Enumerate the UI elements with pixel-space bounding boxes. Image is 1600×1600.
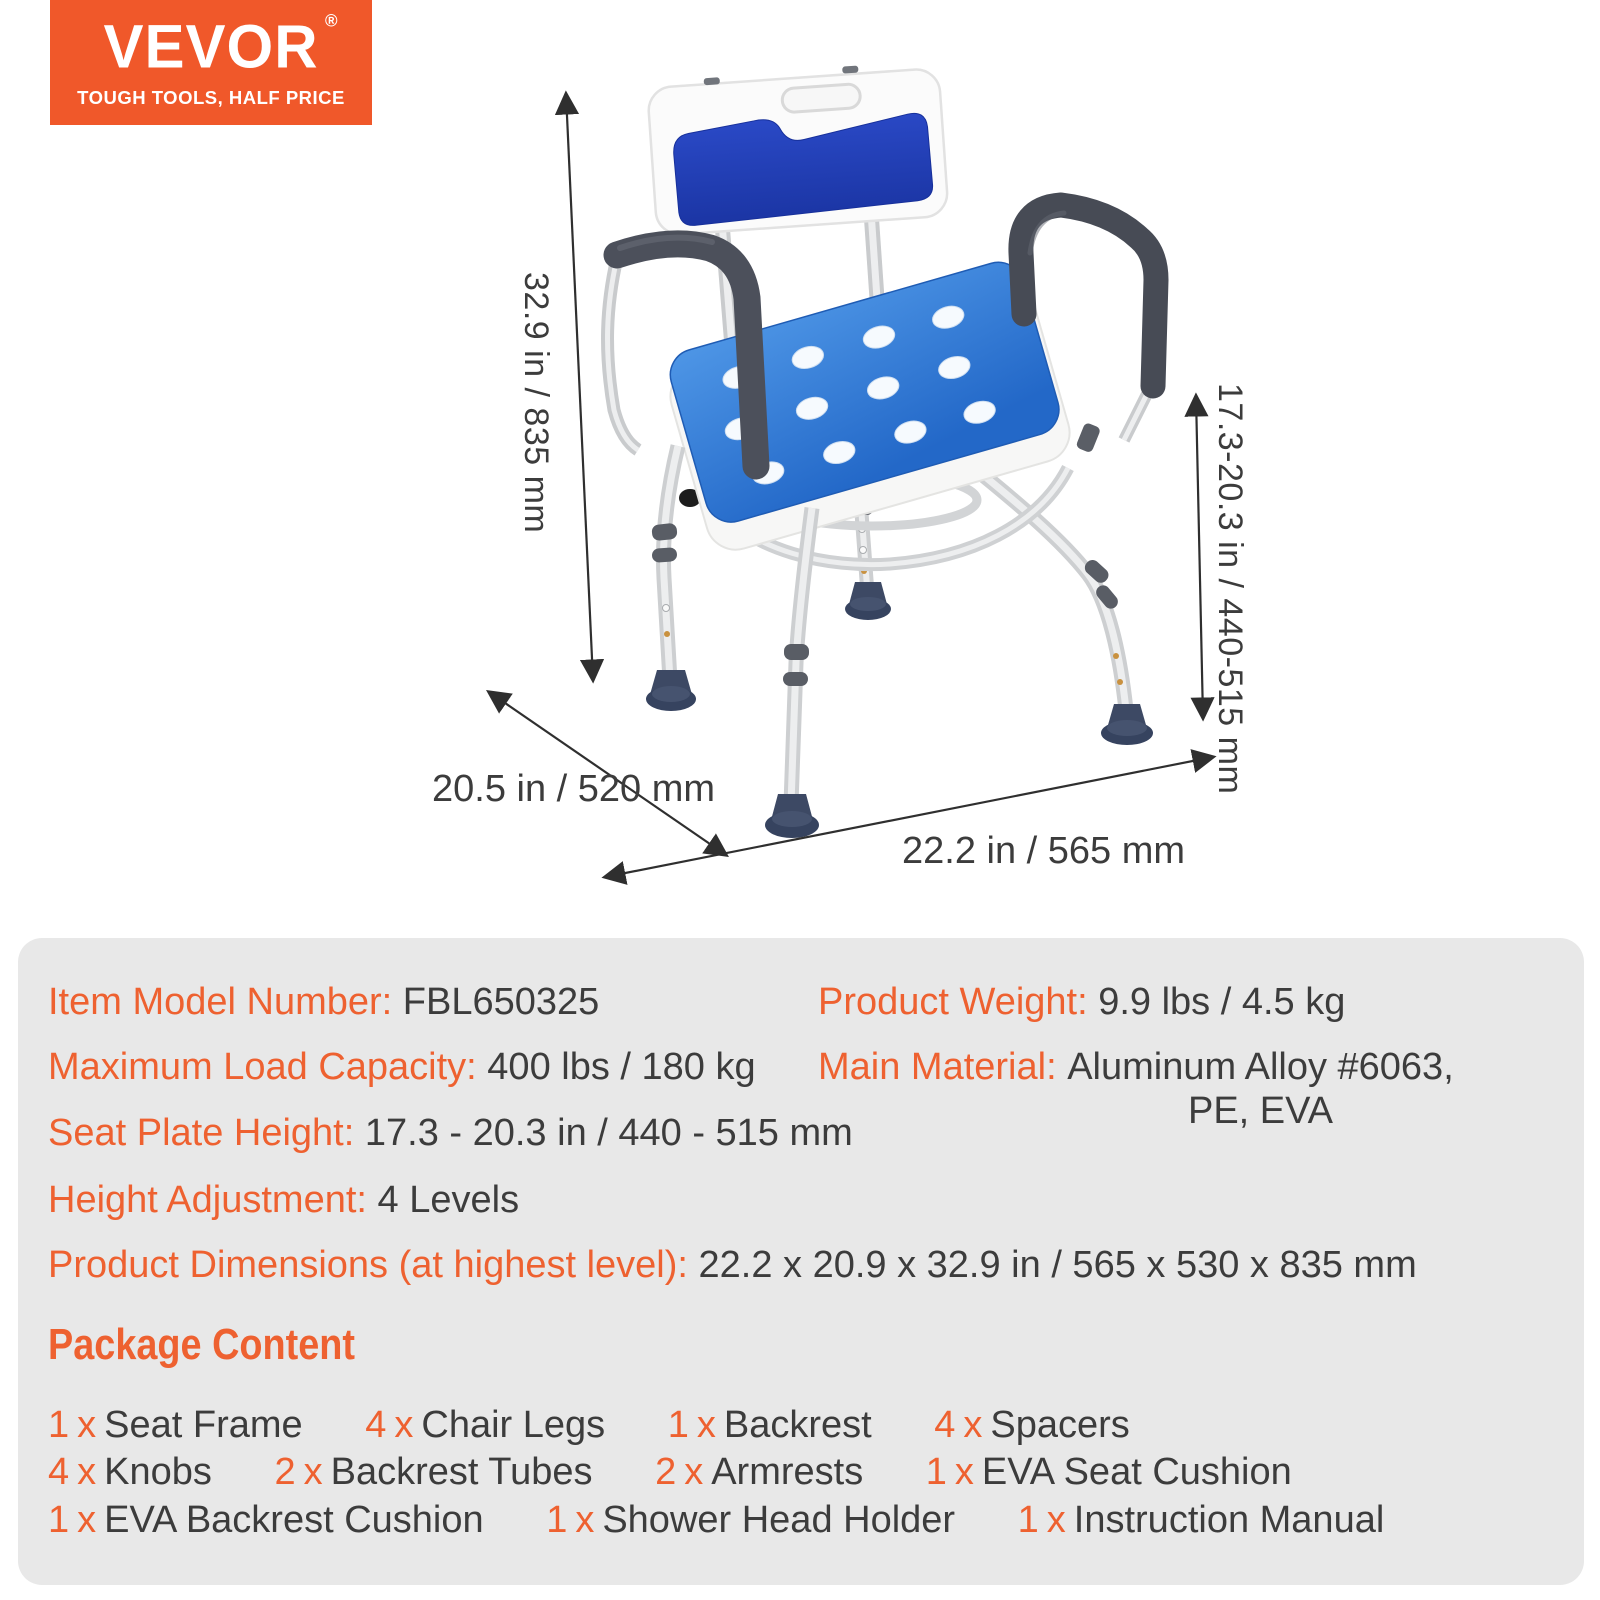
spec-label: Product Dimensions (at highest level):: [48, 1244, 688, 1286]
package-item: 1 x Instruction Manual: [1017, 1499, 1385, 1541]
package-item: 1 x EVA Backrest Cushion: [48, 1499, 484, 1541]
spec-label: Product Weight:: [818, 981, 1088, 1023]
package-content-heading: Package Content: [48, 1320, 356, 1369]
spec-value: FBL650325: [402, 981, 600, 1023]
package-item: 1 x Seat Frame: [48, 1404, 303, 1446]
brand-name: VEVOR ®: [103, 10, 339, 81]
front-foot: [765, 794, 819, 838]
package-item: 2 x Backrest Tubes: [274, 1451, 593, 1493]
package-line: [48, 1404, 1130, 1447]
rear-right-foot: [1101, 704, 1153, 745]
spec-label: Seat Plate Height:: [48, 1112, 355, 1154]
spec-item-model-number: [48, 980, 599, 1024]
spec-label: Main Material:: [818, 1046, 1057, 1088]
package-item: 4 x Spacers: [934, 1404, 1130, 1446]
rear-foot: [845, 582, 891, 620]
spec-height-adjustment: [48, 1178, 519, 1222]
spec-label: Height Adjustment:: [48, 1179, 367, 1221]
backrest: [647, 60, 949, 236]
width-label: 22.2 in / 565 mm: [902, 830, 1186, 872]
spec-seat-plate-height: [48, 1111, 853, 1155]
product-illustration: [590, 48, 1190, 888]
package-item: 4 x Chair Legs: [365, 1404, 606, 1446]
height-dimension-line: [566, 94, 593, 680]
spec-panel: [18, 938, 1584, 1585]
package-line: [48, 1451, 1292, 1494]
package-item: 2 x Armrests: [655, 1451, 864, 1493]
package-item: 1 x Backrest: [667, 1404, 872, 1446]
registered-trademark-icon: ®: [325, 10, 339, 31]
spec-value: 400 lbs / 180 kg: [487, 1046, 756, 1088]
spec-max-load: [48, 1045, 756, 1089]
seat-height-label: 17.3-20.3 in / 440-515 mm: [1211, 383, 1249, 795]
package-line: [48, 1499, 1384, 1542]
seat-height-dimension-line: [1196, 396, 1203, 718]
spec-product-dimensions: [48, 1243, 1417, 1287]
overall-height-label: 32.9 in / 835 mm: [517, 272, 555, 534]
spec-product-weight: [818, 980, 1345, 1024]
brand-tagline: TOUGH TOOLS, HALF PRICE: [77, 86, 345, 108]
spec-value: 17.3 - 20.3 in / 440 - 515 mm: [364, 1112, 853, 1154]
spec-value: 22.2 x 20.9 x 32.9 in / 565 x 530 x 835 mm: [698, 1244, 1417, 1286]
package-item: 1 x Shower Head Holder: [546, 1499, 956, 1541]
brand-logo: [50, 0, 372, 125]
spec-value: 4 Levels: [377, 1179, 520, 1221]
front-left-foot: [646, 670, 696, 711]
spec-value: Aluminum Alloy #6063, PE, EVA: [1067, 1046, 1454, 1133]
package-item: 1 x EVA Seat Cushion: [925, 1451, 1292, 1493]
depth-label: 20.5 in / 520 mm: [432, 768, 716, 810]
spec-main-material: [818, 1045, 1454, 1133]
spec-label: Item Model Number:: [48, 981, 393, 1023]
spec-value: 9.9 lbs / 4.5 kg: [1098, 981, 1346, 1023]
spec-label: Maximum Load Capacity:: [48, 1046, 477, 1088]
package-item: 4 x Knobs: [48, 1451, 212, 1493]
